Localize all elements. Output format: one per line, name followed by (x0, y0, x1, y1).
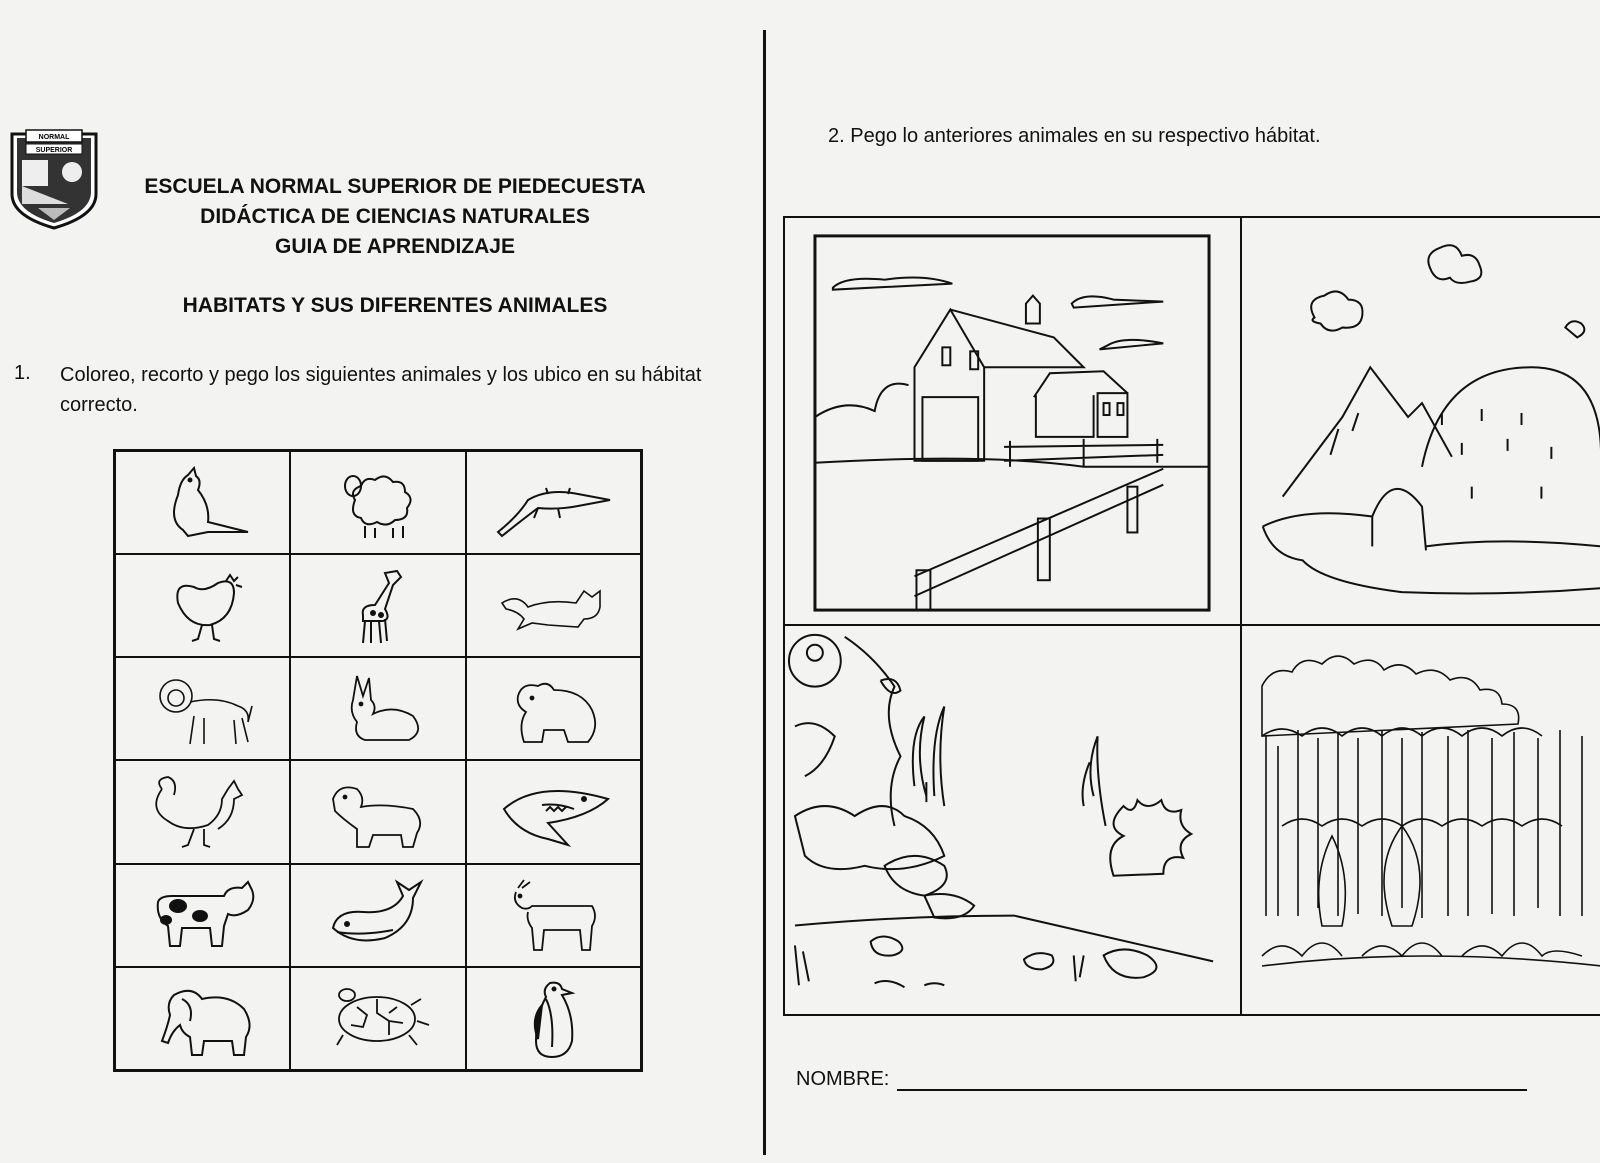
animal-cell[interactable] (290, 967, 465, 1070)
crest-text-band: SUPERIOR (35, 147, 73, 154)
guide-title: GUIA DE APRENDIZAJE (275, 235, 515, 258)
rabbit-icon (313, 666, 443, 752)
animal-cell[interactable] (290, 760, 465, 863)
habitat-forest[interactable] (1242, 626, 1600, 1016)
animal-cell[interactable] (466, 967, 641, 1070)
goat-icon (488, 872, 618, 958)
animal-cell[interactable] (290, 657, 465, 760)
activity1-instruction: Coloreo, recorto y pego los siguientes animales y los ubico en su hábitat correcto. (60, 364, 702, 416)
animal-cell[interactable] (290, 451, 465, 554)
hen-icon (138, 563, 268, 649)
kangaroo-icon (138, 460, 268, 546)
penguin-icon (488, 975, 618, 1061)
animal-cell[interactable] (466, 657, 641, 760)
subject-title: DIDÁCTICA DE CIENCIAS NATURALES (200, 205, 590, 228)
forest-illustration (1242, 626, 1600, 1016)
school-name: ESCUELA NORMAL SUPERIOR DE PIEDECUESTA (144, 175, 646, 198)
shark-icon (488, 769, 618, 855)
habitat-ocean[interactable] (785, 626, 1242, 1016)
animal-cell[interactable] (115, 554, 290, 657)
habitat-board (783, 216, 1600, 1016)
school-crest-logo (8, 124, 100, 230)
animal-cell[interactable] (290, 554, 465, 657)
name-line[interactable] (897, 1067, 1527, 1091)
animal-cell[interactable] (466, 864, 641, 967)
elephant-icon (138, 975, 268, 1061)
cow-icon (138, 872, 268, 958)
animal-cell[interactable] (115, 657, 290, 760)
habitat-farm[interactable] (785, 218, 1242, 626)
polar-bear-icon (488, 666, 618, 752)
animal-cell[interactable] (466, 451, 641, 554)
animal-cell[interactable] (115, 760, 290, 863)
animal-cell[interactable] (290, 864, 465, 967)
name-field (796, 1067, 1527, 1091)
crocodile-icon (488, 460, 618, 546)
activity1-number: 1. (14, 362, 31, 384)
topic-title: HABITATS Y SUS DIFERENTES ANIMALES (182, 294, 608, 317)
farm-illustration (785, 218, 1240, 624)
lion-icon (138, 666, 268, 752)
animal-cell[interactable] (115, 967, 290, 1070)
activity2-instruction: 2. Pego lo anteriores animales en su respectivo hábitat. (828, 125, 1321, 147)
turtle-icon (313, 975, 443, 1061)
dog-icon (313, 769, 443, 855)
animal-cell[interactable] (115, 451, 290, 554)
animal-cell[interactable] (115, 864, 290, 967)
page-divider (763, 30, 766, 1155)
whale-icon (313, 872, 443, 958)
name-label: NOMBRE: (796, 1068, 890, 1090)
giraffe-icon (313, 563, 443, 649)
cat-icon (488, 563, 618, 649)
animal-cell[interactable] (466, 554, 641, 657)
animal-cell[interactable] (466, 760, 641, 863)
crest-text-top: NORMAL (38, 134, 70, 141)
sheep-icon (313, 460, 443, 546)
polar-igloo-illustration (1242, 218, 1600, 624)
ocean-floor-illustration (785, 626, 1240, 1016)
habitat-polar[interactable] (1242, 218, 1600, 626)
animal-grid (113, 449, 643, 1072)
rooster-icon (138, 769, 268, 855)
